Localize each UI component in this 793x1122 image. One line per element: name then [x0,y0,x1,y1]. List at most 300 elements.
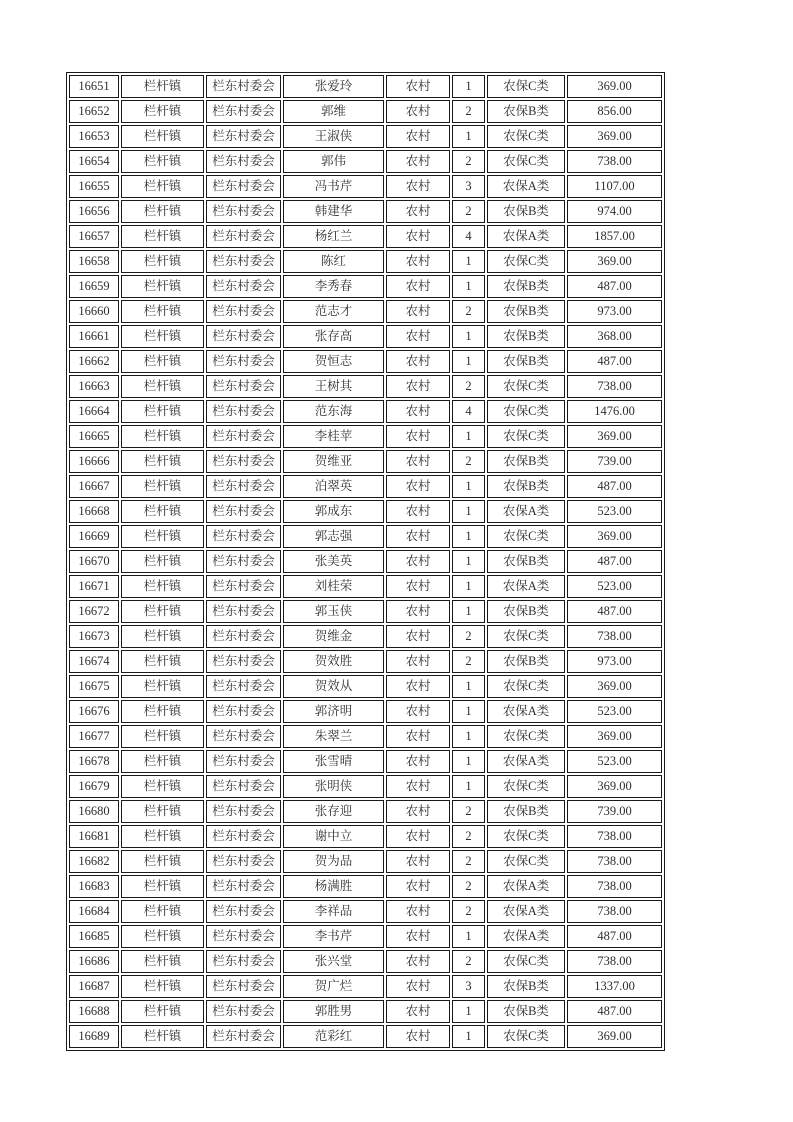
table-cell-category: 农保B类 [487,550,565,573]
table-cell-id: 16672 [69,600,119,623]
table-cell-name: 张存迎 [283,800,384,823]
table-cell-village: 栏东村委会 [206,575,281,598]
table-cell-town: 栏杆镇 [121,300,204,323]
table-cell-residence: 农村 [386,800,450,823]
table-cell-name: 范志才 [283,300,384,323]
table-row [69,950,662,973]
table-cell-town: 栏杆镇 [121,975,204,998]
table-cell-name: 范彩红 [283,1025,384,1048]
table-cell-amount: 368.00 [567,325,662,348]
table-cell-name: 杨红兰 [283,225,384,248]
table-cell-amount: 523.00 [567,700,662,723]
table-cell-name: 韩建华 [283,200,384,223]
table-cell-id: 16687 [69,975,119,998]
table-cell-count: 1 [452,775,485,798]
table-cell-town: 栏杆镇 [121,475,204,498]
table-cell-residence: 农村 [386,925,450,948]
table-cell-id: 16652 [69,100,119,123]
table-cell-residence: 农村 [386,350,450,373]
table-cell-name: 贺维金 [283,625,384,648]
table-cell-town: 栏杆镇 [121,200,204,223]
table-cell-village: 栏东村委会 [206,400,281,423]
table-cell-town: 栏杆镇 [121,525,204,548]
table-cell-village: 栏东村委会 [206,225,281,248]
table-cell-village: 栏东村委会 [206,475,281,498]
table-cell-town: 栏杆镇 [121,1025,204,1048]
table-cell-category: 农保C类 [487,725,565,748]
table-row [69,625,662,648]
table-cell-category: 农保C类 [487,400,565,423]
table-cell-amount: 487.00 [567,925,662,948]
table-cell-name: 李秀春 [283,275,384,298]
table-cell-amount: 487.00 [567,1000,662,1023]
table-cell-village: 栏东村委会 [206,300,281,323]
table-cell-town: 栏杆镇 [121,500,204,523]
table-cell-id: 16686 [69,950,119,973]
table-cell-amount: 738.00 [567,850,662,873]
table-cell-town: 栏杆镇 [121,775,204,798]
table-cell-count: 1 [452,250,485,273]
table-cell-amount: 369.00 [567,675,662,698]
table-cell-name: 郭济明 [283,700,384,723]
table-cell-town: 栏杆镇 [121,125,204,148]
table-cell-id: 16680 [69,800,119,823]
table-cell-amount: 739.00 [567,800,662,823]
table-cell-town: 栏杆镇 [121,550,204,573]
table-cell-residence: 农村 [386,675,450,698]
table-cell-amount: 1337.00 [567,975,662,998]
table-cell-residence: 农村 [386,475,450,498]
table-cell-count: 3 [452,175,485,198]
table-cell-residence: 农村 [386,300,450,323]
table-cell-category: 农保C类 [487,775,565,798]
table-cell-village: 栏东村委会 [206,925,281,948]
table-cell-name: 贺效从 [283,675,384,698]
table-cell-id: 16658 [69,250,119,273]
table-row [69,1000,662,1023]
table-cell-village: 栏东村委会 [206,975,281,998]
table-row [69,175,662,198]
table-cell-count: 2 [452,875,485,898]
table-row [69,350,662,373]
table-cell-name: 郭玉侠 [283,600,384,623]
table-cell-town: 栏杆镇 [121,600,204,623]
table-cell-count: 1 [452,500,485,523]
table-cell-category: 农保B类 [487,100,565,123]
table-cell-village: 栏东村委会 [206,150,281,173]
table-row [69,750,662,773]
table-cell-village: 栏东村委会 [206,200,281,223]
table-cell-village: 栏东村委会 [206,1000,281,1023]
table-cell-residence: 农村 [386,1025,450,1048]
benefit-register-table-body [69,75,662,1048]
table-cell-name: 贺效胜 [283,650,384,673]
table-cell-count: 1 [452,750,485,773]
table-cell-category: 农保C类 [487,75,565,98]
table-cell-town: 栏杆镇 [121,425,204,448]
table-row [69,475,662,498]
table-cell-count: 2 [452,650,485,673]
table-cell-residence: 农村 [386,500,450,523]
table-cell-count: 4 [452,400,485,423]
table-cell-id: 16665 [69,425,119,448]
table-cell-residence: 农村 [386,425,450,448]
table-cell-amount: 487.00 [567,475,662,498]
table-cell-amount: 369.00 [567,725,662,748]
table-row [69,300,662,323]
table-cell-category: 农保C类 [487,425,565,448]
table-cell-category: 农保B类 [487,450,565,473]
table-row [69,225,662,248]
table-cell-id: 16683 [69,875,119,898]
table-cell-residence: 农村 [386,775,450,798]
table-cell-id: 16654 [69,150,119,173]
table-cell-category: 农保A类 [487,575,565,598]
table-cell-town: 栏杆镇 [121,175,204,198]
table-cell-count: 2 [452,800,485,823]
table-cell-village: 栏东村委会 [206,375,281,398]
table-cell-id: 16660 [69,300,119,323]
table-cell-village: 栏东村委会 [206,175,281,198]
table-cell-amount: 487.00 [567,550,662,573]
table-cell-category: 农保A类 [487,700,565,723]
table-cell-amount: 1857.00 [567,225,662,248]
table-cell-village: 栏东村委会 [206,350,281,373]
table-cell-name: 刘桂荣 [283,575,384,598]
table-cell-town: 栏杆镇 [121,950,204,973]
table-cell-town: 栏杆镇 [121,350,204,373]
table-row [69,650,662,673]
table-row [69,100,662,123]
table-cell-town: 栏杆镇 [121,800,204,823]
table-cell-town: 栏杆镇 [121,900,204,923]
table-cell-name: 泊翠英 [283,475,384,498]
table-row [69,700,662,723]
table-cell-count: 1 [452,925,485,948]
table-cell-id: 16684 [69,900,119,923]
table-cell-name: 李桂苹 [283,425,384,448]
table-cell-count: 2 [452,150,485,173]
table-cell-category: 农保C类 [487,825,565,848]
table-cell-amount: 369.00 [567,525,662,548]
table-cell-amount: 487.00 [567,600,662,623]
table-cell-name: 郭维 [283,100,384,123]
table-cell-id: 16664 [69,400,119,423]
table-cell-category: 农保B类 [487,475,565,498]
table-cell-category: 农保C类 [487,250,565,273]
table-cell-category: 农保C类 [487,375,565,398]
table-cell-amount: 369.00 [567,425,662,448]
table-cell-category: 农保A类 [487,225,565,248]
table-cell-count: 2 [452,450,485,473]
table-cell-town: 栏杆镇 [121,925,204,948]
table-cell-category: 农保B类 [487,1000,565,1023]
table-cell-count: 1 [452,575,485,598]
table-cell-village: 栏东村委会 [206,725,281,748]
table-cell-town: 栏杆镇 [121,275,204,298]
table-cell-town: 栏杆镇 [121,75,204,98]
table-cell-id: 16681 [69,825,119,848]
table-cell-name: 冯书芹 [283,175,384,198]
table-cell-residence: 农村 [386,700,450,723]
table-cell-residence: 农村 [386,75,450,98]
table-row [69,125,662,148]
table-cell-category: 农保C类 [487,125,565,148]
table-cell-village: 栏东村委会 [206,950,281,973]
table-cell-name: 王树其 [283,375,384,398]
table-cell-count: 1 [452,550,485,573]
table-cell-count: 1 [452,75,485,98]
table-cell-id: 16679 [69,775,119,798]
table-cell-village: 栏东村委会 [206,750,281,773]
table-cell-id: 16657 [69,225,119,248]
table-cell-amount: 739.00 [567,450,662,473]
table-cell-category: 农保C类 [487,525,565,548]
table-cell-residence: 农村 [386,225,450,248]
table-cell-count: 2 [452,300,485,323]
table-cell-residence: 农村 [386,625,450,648]
table-cell-amount: 369.00 [567,1025,662,1048]
table-cell-town: 栏杆镇 [121,1000,204,1023]
table-cell-category: 农保B类 [487,650,565,673]
table-cell-category: 农保A类 [487,500,565,523]
table-cell-town: 栏杆镇 [121,250,204,273]
table-cell-town: 栏杆镇 [121,375,204,398]
table-cell-name: 朱翠兰 [283,725,384,748]
table-cell-id: 16670 [69,550,119,573]
table-cell-town: 栏杆镇 [121,825,204,848]
table-cell-name: 张存高 [283,325,384,348]
table-cell-residence: 农村 [386,750,450,773]
table-cell-category: 农保A类 [487,925,565,948]
table-row [69,425,662,448]
table-cell-residence: 农村 [386,525,450,548]
table-cell-count: 4 [452,225,485,248]
table-cell-amount: 523.00 [567,750,662,773]
table-cell-count: 2 [452,900,485,923]
table-cell-residence: 农村 [386,175,450,198]
table-cell-name: 张美英 [283,550,384,573]
table-cell-amount: 738.00 [567,950,662,973]
table-row [69,800,662,823]
table-cell-count: 2 [452,825,485,848]
table-cell-category: 农保C类 [487,850,565,873]
table-cell-residence: 农村 [386,725,450,748]
table-cell-village: 栏东村委会 [206,125,281,148]
table-cell-count: 1 [452,1025,485,1048]
table-cell-amount: 738.00 [567,625,662,648]
table-row [69,1025,662,1048]
table-cell-town: 栏杆镇 [121,750,204,773]
table-cell-name: 贺恒志 [283,350,384,373]
table-cell-id: 16689 [69,1025,119,1048]
table-cell-village: 栏东村委会 [206,850,281,873]
table-cell-village: 栏东村委会 [206,625,281,648]
table-cell-name: 张爱玲 [283,75,384,98]
table-cell-id: 16661 [69,325,119,348]
table-cell-town: 栏杆镇 [121,400,204,423]
table-cell-village: 栏东村委会 [206,75,281,98]
table-cell-id: 16656 [69,200,119,223]
table-cell-town: 栏杆镇 [121,875,204,898]
table-row [69,150,662,173]
table-cell-id: 16677 [69,725,119,748]
table-cell-name: 范东海 [283,400,384,423]
table-row [69,200,662,223]
table-cell-id: 16655 [69,175,119,198]
table-cell-name: 谢中立 [283,825,384,848]
table-cell-name: 陈红 [283,250,384,273]
table-cell-count: 1 [452,425,485,448]
table-cell-count: 1 [452,125,485,148]
table-cell-count: 2 [452,850,485,873]
table-cell-name: 贺维亚 [283,450,384,473]
table-cell-name: 张明侠 [283,775,384,798]
table-cell-residence: 农村 [386,150,450,173]
table-row [69,275,662,298]
table-row [69,250,662,273]
table-cell-category: 农保C类 [487,675,565,698]
table-cell-category: 农保A类 [487,750,565,773]
table-row [69,450,662,473]
table-cell-count: 1 [452,1000,485,1023]
table-cell-count: 2 [452,200,485,223]
table-cell-residence: 农村 [386,375,450,398]
table-cell-amount: 973.00 [567,650,662,673]
table-cell-residence: 农村 [386,325,450,348]
table-row [69,925,662,948]
table-cell-town: 栏杆镇 [121,850,204,873]
table-cell-residence: 农村 [386,875,450,898]
table-row [69,975,662,998]
table-row [69,875,662,898]
table-cell-category: 农保C类 [487,950,565,973]
table-cell-count: 3 [452,975,485,998]
table-cell-count: 2 [452,375,485,398]
table-cell-count: 1 [452,350,485,373]
table-cell-village: 栏东村委会 [206,675,281,698]
table-row [69,675,662,698]
table-cell-residence: 农村 [386,450,450,473]
table-cell-village: 栏东村委会 [206,800,281,823]
table-cell-residence: 农村 [386,125,450,148]
table-cell-category: 农保B类 [487,300,565,323]
table-cell-village: 栏东村委会 [206,275,281,298]
table-cell-count: 1 [452,475,485,498]
table-row [69,75,662,98]
table-cell-town: 栏杆镇 [121,325,204,348]
table-cell-category: 农保A类 [487,175,565,198]
table-cell-village: 栏东村委会 [206,525,281,548]
table-cell-amount: 369.00 [567,125,662,148]
table-cell-town: 栏杆镇 [121,150,204,173]
table-cell-name: 杨满胜 [283,875,384,898]
table-cell-id: 16676 [69,700,119,723]
table-cell-amount: 523.00 [567,575,662,598]
table-cell-id: 16678 [69,750,119,773]
table-cell-name: 张兴堂 [283,950,384,973]
table-cell-id: 16688 [69,1000,119,1023]
table-cell-category: 农保C类 [487,1025,565,1048]
table-cell-id: 16675 [69,675,119,698]
table-row [69,725,662,748]
table-row [69,400,662,423]
table-cell-town: 栏杆镇 [121,700,204,723]
table-cell-name: 贺为品 [283,850,384,873]
table-cell-amount: 1107.00 [567,175,662,198]
table-cell-residence: 农村 [386,825,450,848]
table-row [69,850,662,873]
table-cell-village: 栏东村委会 [206,700,281,723]
table-cell-village: 栏东村委会 [206,825,281,848]
table-cell-count: 1 [452,600,485,623]
table-cell-name: 郭成东 [283,500,384,523]
table-cell-id: 16671 [69,575,119,598]
table-cell-id: 16659 [69,275,119,298]
table-cell-amount: 487.00 [567,350,662,373]
table-cell-residence: 农村 [386,950,450,973]
table-cell-amount: 973.00 [567,300,662,323]
table-cell-village: 栏东村委会 [206,650,281,673]
table-cell-amount: 1476.00 [567,400,662,423]
table-cell-town: 栏杆镇 [121,450,204,473]
table-cell-village: 栏东村委会 [206,100,281,123]
table-cell-count: 2 [452,625,485,648]
table-cell-category: 农保A类 [487,875,565,898]
table-cell-village: 栏东村委会 [206,775,281,798]
table-cell-town: 栏杆镇 [121,725,204,748]
table-cell-village: 栏东村委会 [206,325,281,348]
table-cell-id: 16663 [69,375,119,398]
table-cell-amount: 738.00 [567,150,662,173]
table-row [69,575,662,598]
table-cell-category: 农保B类 [487,350,565,373]
table-cell-count: 2 [452,100,485,123]
table-row [69,775,662,798]
table-cell-residence: 农村 [386,1000,450,1023]
table-cell-name: 王淑侠 [283,125,384,148]
table-cell-name: 郭胜男 [283,1000,384,1023]
table-cell-amount: 738.00 [567,875,662,898]
table-row [69,375,662,398]
table-cell-amount: 738.00 [567,375,662,398]
table-cell-id: 16653 [69,125,119,148]
table-cell-id: 16666 [69,450,119,473]
table-cell-amount: 974.00 [567,200,662,223]
table-cell-category: 农保C类 [487,625,565,648]
table-cell-amount: 369.00 [567,250,662,273]
table-cell-amount: 369.00 [567,775,662,798]
table-cell-residence: 农村 [386,250,450,273]
table-cell-town: 栏杆镇 [121,100,204,123]
table-cell-town: 栏杆镇 [121,575,204,598]
table-cell-category: 农保B类 [487,275,565,298]
table-cell-residence: 农村 [386,275,450,298]
table-cell-village: 栏东村委会 [206,450,281,473]
table-cell-id: 16662 [69,350,119,373]
table-cell-residence: 农村 [386,650,450,673]
table-cell-residence: 农村 [386,900,450,923]
table-row [69,525,662,548]
table-cell-count: 1 [452,700,485,723]
table-cell-id: 16651 [69,75,119,98]
table-cell-village: 栏东村委会 [206,500,281,523]
table-cell-category: 农保C类 [487,150,565,173]
table-cell-id: 16682 [69,850,119,873]
table-cell-residence: 农村 [386,550,450,573]
table-cell-count: 1 [452,275,485,298]
table-cell-town: 栏杆镇 [121,225,204,248]
